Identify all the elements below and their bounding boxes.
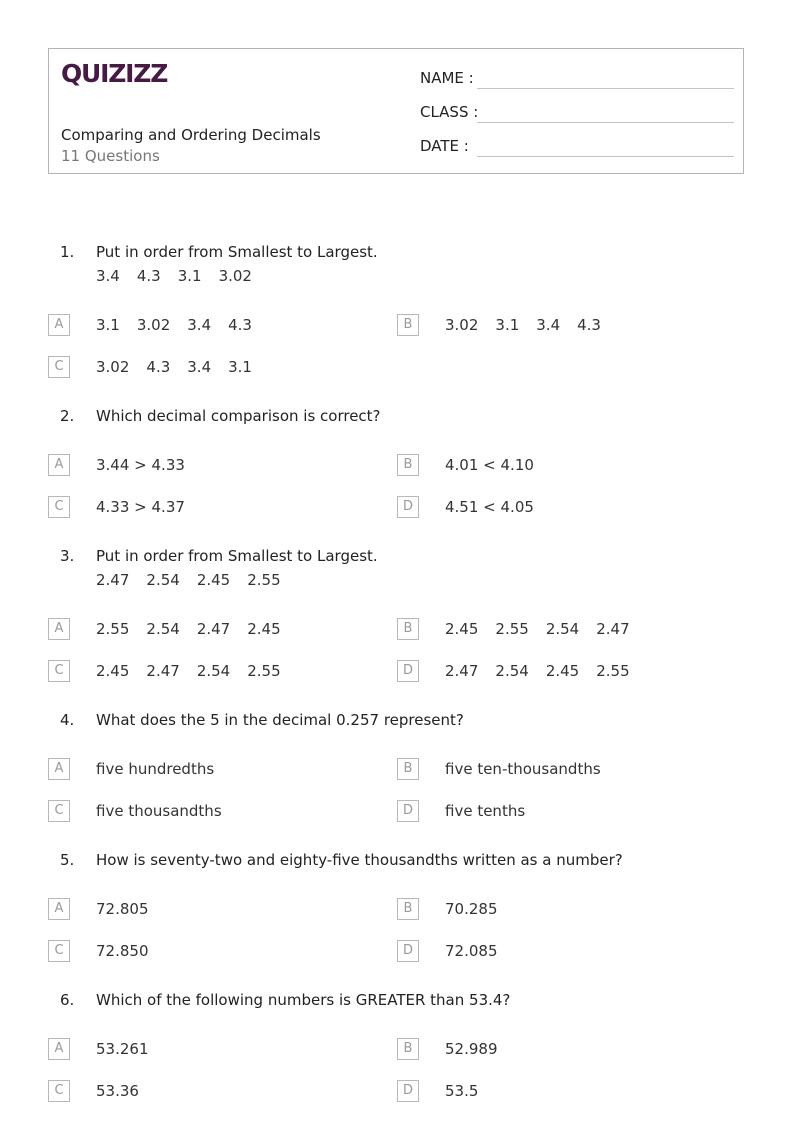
value: 3.1: [228, 358, 252, 376]
value: 2.45: [196, 571, 231, 589]
option-1c: [48, 356, 388, 380]
question-values: [96, 267, 269, 285]
option-values: [96, 358, 269, 376]
option-letter-box: D: [397, 496, 419, 518]
value: 2.47: [196, 620, 231, 638]
option-text: 3.44 > 4.33: [96, 456, 185, 474]
value: 2.45: [247, 620, 281, 638]
option-4c: [48, 800, 388, 824]
worksheet-title: Comparing and Ordering Decimals: [61, 126, 321, 144]
date-label: DATE :: [420, 137, 469, 155]
option-letter-box: A: [48, 454, 70, 476]
option-letter-box: C: [48, 940, 70, 962]
option-letter-box: C: [48, 800, 70, 822]
option-letter-box: A: [48, 898, 70, 920]
option-letter-box: D: [397, 660, 419, 682]
value: 2.55: [495, 620, 529, 638]
value: 3.02: [218, 267, 252, 285]
value: 2.54: [495, 662, 529, 680]
option-letter-box: B: [397, 898, 419, 920]
question-text: Which decimal comparison is correct?: [96, 407, 381, 425]
question-text: Put in order from Smallest to Largest.: [96, 547, 378, 565]
option-values: [96, 316, 269, 334]
option-letter-box: D: [397, 800, 419, 822]
option-6b: [397, 1038, 737, 1062]
value: 2.47: [96, 571, 130, 589]
question-number: 3.: [60, 547, 75, 565]
option-text: 52.989: [445, 1040, 498, 1058]
value: 3.02: [136, 316, 171, 334]
option-6c: [48, 1080, 388, 1104]
option-4a: [48, 758, 388, 782]
option-letter-box: A: [48, 758, 70, 780]
value: 3.1: [177, 267, 202, 285]
option-values: [96, 662, 298, 680]
question-text: What does the 5 in the decimal 0.257 represent?: [96, 711, 464, 729]
option-text: 72.850: [96, 942, 149, 960]
question-number: 4.: [60, 711, 75, 729]
option-text: 53.261: [96, 1040, 149, 1058]
value: 2.55: [596, 662, 630, 680]
value: 2.45: [545, 662, 580, 680]
value: 2.55: [247, 571, 281, 589]
option-values: [96, 620, 298, 638]
value: 2.55: [247, 662, 281, 680]
value: 2.47: [445, 662, 479, 680]
value: 3.4: [187, 358, 212, 376]
option-values: [445, 620, 647, 638]
option-letter-box: D: [397, 1080, 419, 1102]
option-letter-box: B: [397, 1038, 419, 1060]
option-letter-box: A: [48, 618, 70, 640]
option-letter-box: C: [48, 496, 70, 518]
option-letter-box: B: [397, 618, 419, 640]
question-number: 2.: [60, 407, 75, 425]
value: 2.54: [146, 620, 180, 638]
option-3a: [48, 618, 388, 642]
value: 2.54: [196, 662, 231, 680]
option-text: 53.5: [445, 1082, 479, 1100]
question-number: 1.: [60, 243, 75, 261]
option-letter-box: A: [48, 1038, 70, 1060]
option-1a: [48, 314, 388, 338]
option-letter-box: C: [48, 356, 70, 378]
option-letter-box: B: [397, 454, 419, 476]
value: 4.3: [228, 316, 252, 334]
value: 3.1: [96, 316, 120, 334]
name-field: [420, 65, 734, 89]
value: 2.45: [96, 662, 130, 680]
option-values: [445, 316, 618, 334]
option-text: 4.01 < 4.10: [445, 456, 534, 474]
value: 4.3: [577, 316, 601, 334]
option-letter-box: D: [397, 940, 419, 962]
option-6d: [397, 1080, 737, 1104]
value: 3.4: [96, 267, 120, 285]
option-5d: [397, 940, 737, 964]
option-5c: [48, 940, 388, 964]
value: 2.45: [445, 620, 479, 638]
question-values: [96, 571, 298, 589]
option-values: [445, 662, 647, 680]
option-6a: [48, 1038, 388, 1062]
question-text: Put in order from Smallest to Largest.: [96, 243, 378, 261]
value: 2.47: [146, 662, 180, 680]
option-text: five hundredths: [96, 760, 215, 778]
option-letter-box: A: [48, 314, 70, 336]
option-2c: [48, 496, 388, 520]
option-text: five tenths: [445, 802, 526, 820]
question-number: 6.: [60, 991, 75, 1009]
option-letter-box: B: [397, 314, 419, 336]
value: 2.54: [545, 620, 580, 638]
value: 4.3: [136, 267, 161, 285]
date-field: [420, 133, 734, 157]
class-field: [420, 99, 734, 123]
value: 4.3: [146, 358, 171, 376]
option-1b: [397, 314, 737, 338]
date-line: [477, 156, 734, 157]
option-text: five ten-thousandths: [445, 760, 601, 778]
option-text: 72.085: [445, 942, 498, 960]
value: 3.4: [536, 316, 561, 334]
option-3b: [397, 618, 737, 642]
option-3c: [48, 660, 388, 684]
value: 2.54: [146, 571, 180, 589]
option-3d: [397, 660, 737, 684]
option-2d: [397, 496, 737, 520]
option-text: five thousandths: [96, 802, 222, 820]
option-letter-box: B: [397, 758, 419, 780]
option-text: 72.805: [96, 900, 149, 918]
value: 3.02: [445, 316, 479, 334]
option-letter-box: C: [48, 660, 70, 682]
class-line: [477, 122, 734, 123]
value: 3.02: [96, 358, 130, 376]
value: 2.55: [96, 620, 130, 638]
name-line: [477, 88, 734, 89]
option-text: 53.36: [96, 1082, 139, 1100]
option-5a: [48, 898, 388, 922]
option-5b: [397, 898, 737, 922]
quizizz-logo: QUIZIZZ: [61, 59, 168, 88]
question-text: Which of the following numbers is GREATER than 53.4?: [96, 991, 511, 1009]
option-text: 4.51 < 4.05: [445, 498, 534, 516]
option-2a: [48, 454, 388, 478]
option-4d: [397, 800, 737, 824]
option-text: 70.285: [445, 900, 498, 918]
value: 2.47: [596, 620, 630, 638]
value: 3.4: [187, 316, 212, 334]
option-text: 4.33 > 4.37: [96, 498, 185, 516]
option-2b: [397, 454, 737, 478]
name-label: NAME :: [420, 69, 474, 87]
option-letter-box: C: [48, 1080, 70, 1102]
question-text: How is seventy-two and eighty-five thousandths written as a number?: [96, 851, 623, 869]
worksheet-header: [48, 48, 744, 174]
value: 3.1: [495, 316, 520, 334]
question-number: 5.: [60, 851, 75, 869]
class-label: CLASS :: [420, 103, 479, 121]
question-count: 11 Questions: [61, 147, 160, 165]
option-4b: [397, 758, 737, 782]
